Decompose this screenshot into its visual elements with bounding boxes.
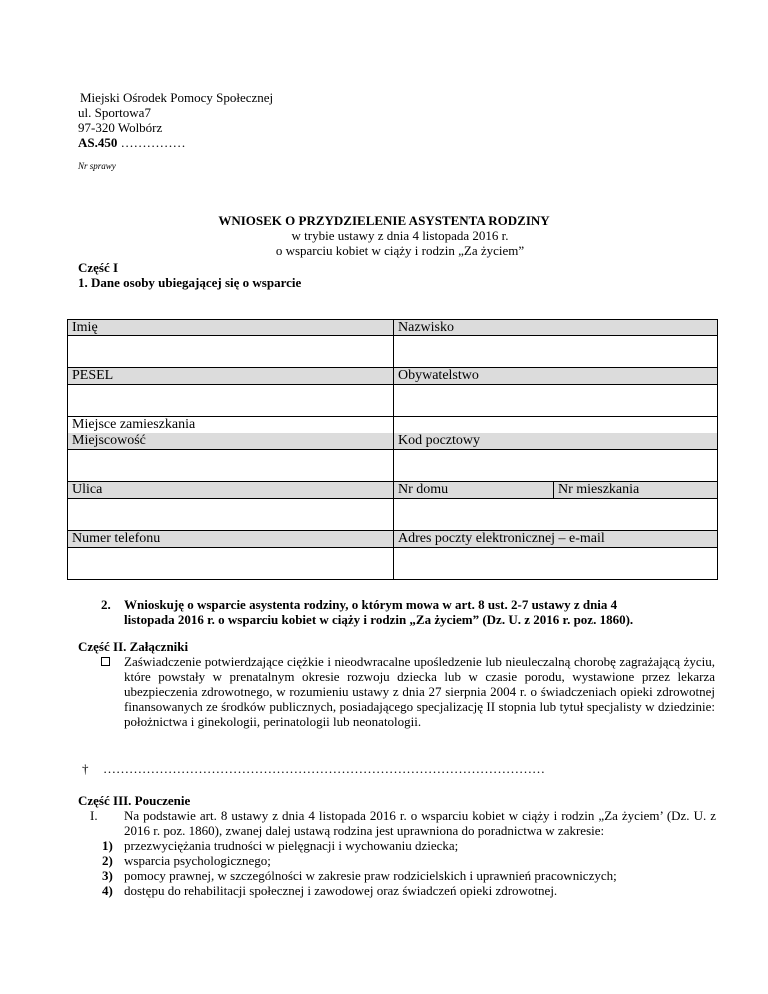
miejscowosc-field[interactable] (70, 452, 391, 479)
miejscowosc-input-cell (68, 450, 394, 481)
org-street: ul. Sportowa7 (78, 105, 151, 120)
section-2-line-2: listopada 2016 r. o wsparciu kobiet w ciąży i rodzin „Za życiem” (Dz. U. z 2016 r. poz. 1860). (124, 612, 634, 627)
pesel-label: PESEL (72, 368, 114, 383)
extra-attachment-line[interactable]: ………………………………………………………………………………………… (103, 761, 545, 776)
kod-pocztowy-input-cell (394, 450, 717, 481)
document-title: WNIOSEK O PRZYDZIELENIE ASYSTENTA RODZINY (218, 213, 550, 228)
imie-field[interactable] (70, 338, 391, 365)
case-number (78, 135, 186, 150)
telefon-label-cell (68, 531, 394, 547)
telefon-input-cell (68, 548, 394, 579)
miejsce-zamieszkania-label: Miejsce zamieszkania (72, 417, 196, 432)
cross-icon: † (82, 761, 89, 776)
part-3-roman-numeral: I. (90, 808, 98, 823)
list-item: przezwyciężania trudności w pielęgnacji i wychowaniu dziecka; (124, 838, 459, 853)
ulica-label-cell (68, 482, 394, 498)
nazwisko-input-cell (394, 336, 717, 367)
obywatelstwo-field[interactable] (396, 387, 715, 414)
case-label: Nr sprawy (78, 161, 116, 171)
form-row-contact-labels (67, 531, 718, 548)
attachment-description: Zaświadczenie potwierdzające ciężkie i nieodwracalne upośledzenie lub nieuleczalną chorobę zagrażającą życiu, które powstały w prenatalnym okresie rozwoju dziecka lub w czasie porodu, wystawione przez lekarza ubezpieczenia zdrowotnego, w rozumieniu ustawy z dnia 27 sierpnia 2004 r. o świadczeniach opieki zdrowotnej finansowanych ze środków publicznych, posiadającego specjalizację II stopnia lub tytuł specjalisty w dziedzinie: położnictwa i ginekologii, perinatologii lub neonatologii. (124, 654, 715, 729)
form-row-street-inputs (67, 499, 718, 531)
miejscowosc-label: Miejscowość (72, 433, 146, 448)
part-2-heading: Część II. Załączniki (78, 639, 189, 654)
part-3-heading: Część III. Pouczenie (78, 793, 191, 808)
pesel-label-cell (68, 368, 394, 384)
kod-pocztowy-field[interactable] (396, 452, 715, 479)
case-prefix: AS.450 (78, 135, 118, 150)
numer-telefonu-label: Numer telefonu (72, 531, 161, 546)
pesel-input-cell (68, 385, 394, 416)
imie-label-cell (68, 320, 394, 335)
form-row-name-inputs (67, 336, 718, 368)
list-item: dostępu do rehabilitacji społecznej i zawodowej oraz świadczeń opieki zdrowotnej. (124, 883, 558, 898)
title-line-2: w trybie ustawy z dnia 4 listopada 2016 r. (291, 228, 509, 243)
list-item: pomocy prawnej, w szczególności w zakresie praw rodzicielskich i uprawnień pracowniczych; (124, 868, 617, 883)
pesel-field[interactable] (70, 387, 391, 414)
email-field[interactable] (396, 550, 715, 577)
section-2-number: 2. (101, 597, 111, 612)
form-row-contact-inputs (67, 548, 718, 580)
part-1-subheading: 1. Dane osoby ubiegającej się o wsparcie (78, 275, 302, 290)
imie-label: Imię (72, 320, 98, 335)
list-item-number: 4) (102, 883, 113, 898)
list-item-number: 3) (102, 868, 113, 883)
nr-domu-label: Nr domu (398, 482, 449, 497)
nazwisko-label: Nazwisko (398, 320, 454, 335)
imie-input-cell (68, 336, 394, 367)
list-item-number: 2) (102, 853, 113, 868)
org-name: Miejski Ośrodek Pomocy Społecznej (80, 90, 274, 105)
email-label-cell (394, 531, 717, 547)
case-dots: …………… (117, 135, 186, 150)
title-line-3: o wsparciu kobiet w ciąży i rodzin „Za życiem” (275, 243, 525, 258)
form-row-address-labels (67, 417, 718, 450)
list-item-number: 1) (102, 838, 113, 853)
ulica-field[interactable] (70, 501, 391, 528)
nr-domu-mieszkania-field[interactable] (396, 501, 715, 528)
ulica-label: Ulica (72, 482, 103, 497)
ulica-input-cell (68, 499, 394, 530)
section-2-line-1: Wnioskuję o wsparcie asystenta rodziny, o którym mowa w art. 8 ust. 2-7 ustawy z dnia 4 (124, 597, 618, 612)
part-1-heading: Część I (78, 260, 119, 275)
nr-domu-mieszkania-input-cell (394, 499, 717, 530)
nr-mieszkania-label-cell (554, 482, 717, 498)
form-row-name-labels (67, 319, 718, 336)
kod-pocztowy-label: Kod pocztowy (398, 433, 481, 448)
nr-mieszkania-label: Nr mieszkania (558, 482, 640, 497)
email-input-cell (394, 548, 717, 579)
list-item: wsparcia psychologicznego; (124, 853, 271, 868)
applicant-data-form (67, 319, 718, 580)
email-label: Adres poczty elektronicznej – e-mail (398, 531, 605, 546)
form-row-address-inputs (67, 450, 718, 482)
obywatelstwo-label-cell (394, 368, 717, 384)
form-row-pesel-labels (67, 368, 718, 385)
part-3-intro: Na podstawie art. 8 ustawy z dnia 4 listopada 2016 r. o wsparciu kobiet w ciąży i rodzin „Za życiem’ (Dz. U. z 2016 r. poz. 1860), zwanej dalej ustawą rodzina jest uprawniona do poradnictwa w zakresie: (124, 808, 716, 838)
nazwisko-field[interactable] (396, 338, 715, 365)
attachment-checkbox[interactable] (101, 657, 110, 666)
form-row-street-labels (67, 482, 718, 499)
kod-pocztowy-label-cell (394, 417, 717, 449)
form-row-pesel-inputs (67, 385, 718, 417)
nr-domu-label-cell (394, 482, 554, 498)
obywatelstwo-input-cell (394, 385, 717, 416)
miejscowosc-label-cell (68, 417, 394, 449)
org-city: 97-320 Wolbórz (78, 120, 163, 135)
telefon-field[interactable] (70, 550, 391, 577)
obywatelstwo-label: Obywatelstwo (398, 368, 479, 383)
nazwisko-label-cell (394, 320, 717, 335)
